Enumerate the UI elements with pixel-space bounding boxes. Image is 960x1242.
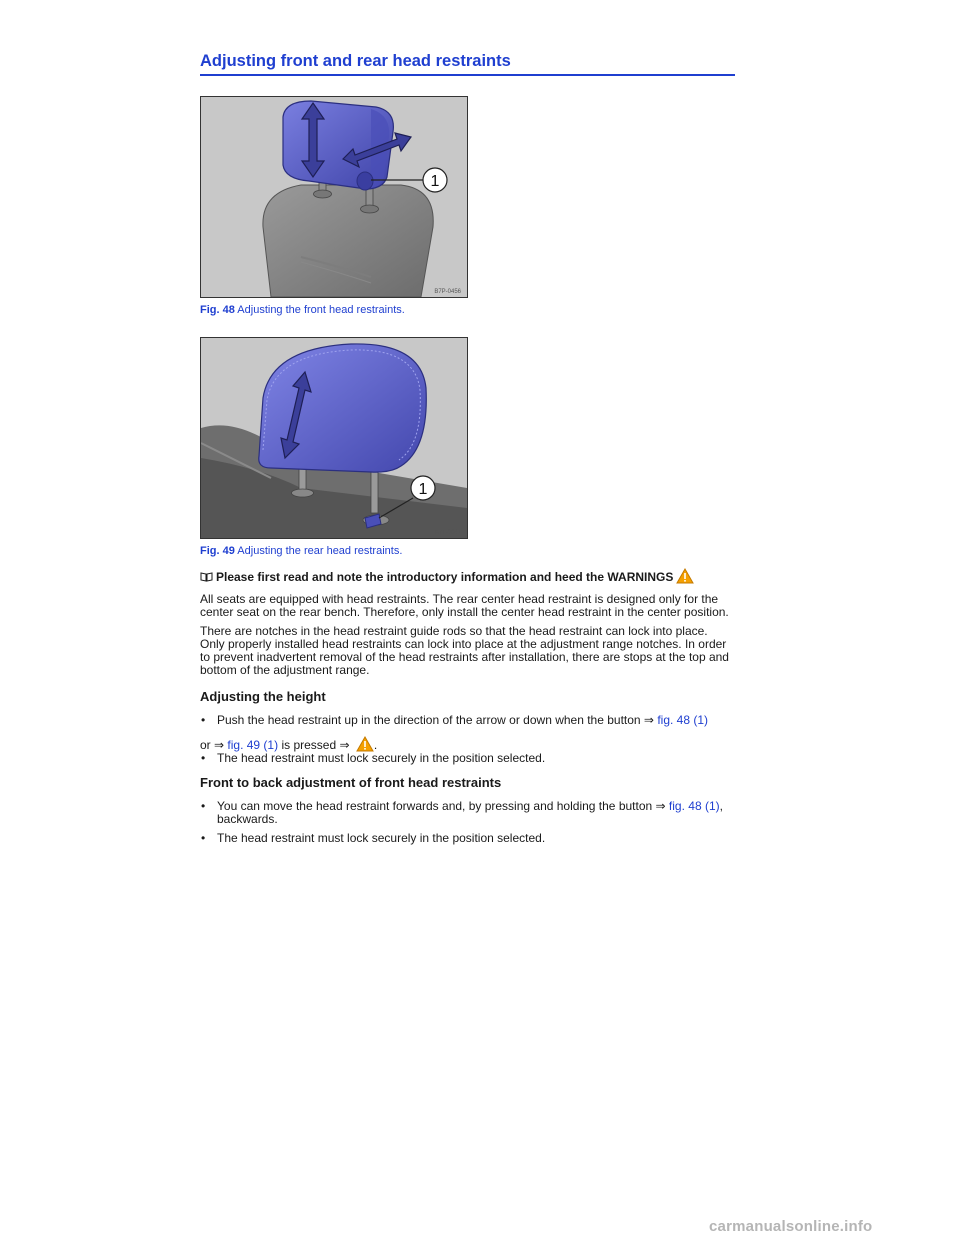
figure-caption-text: Adjusting the front head restraints. [237,304,405,316]
list-item: • The head restraint must lock securely in the position selected. [200,832,735,845]
figure-link[interactable]: fig. 49 (1) [227,738,279,752]
callout-number: 1 [418,481,428,498]
section-heading: Adjusting the height [200,689,326,704]
rear-head-restraint-illustration [201,338,467,538]
warning-icon[interactable] [676,568,694,584]
warning-icon[interactable] [356,736,374,752]
page-title: Adjusting front and rear head restraints [200,52,735,76]
continuation-line: or ⇒ fig. 49 (1) is pressed ⇒ . [200,738,378,752]
figure-label: Fig. 49 [200,545,235,557]
figure-link[interactable]: fig. 48 (1) [657,713,709,727]
paragraph: There are notches in the head restraint guide rods so that the head restraint can lock into place. Only properly installed head restraints can lock into place at the adjustment range notches. In order to prevent inadvertent removal of the head restraints after installation, there are stops at the top and bottom of the adjustment range. [200,624,729,677]
list-item: • You can move the head restraint forwards and, by pressing and holding the button ⇒ fig. 48 (1), backwards. [200,800,735,826]
book-icon [200,572,213,582]
figure-caption-text: Adjusting the rear head restraints. [237,545,403,557]
section-heading: Front to back adjustment of front head restraints [200,775,502,790]
list-item: • Push the head restraint up in the direction of the arrow or down when the button ⇒ fig. 48 (1) [200,714,735,727]
list-item: • The head restraint must lock securely in the position selected. [200,752,735,765]
watermark: carmanualsonline.info [709,1218,873,1235]
figure-caption [200,545,402,557]
callout-number: 1 [430,173,440,190]
figure-code: B7P-0456 [434,289,461,295]
figure-rear-head-restraint [200,337,468,539]
front-head-restraint-illustration [201,97,467,297]
figure-caption [200,304,405,316]
figure-label: Fig. 48 [200,304,235,316]
intro-text: Please first read and note the introductory information and heed the WARNINGS [216,570,674,584]
intro-note [200,568,740,584]
figure-front-head-restraint [200,96,468,298]
paragraph: All seats are equipped with head restraints. The rear center head restraint is designed only for the center seat on the rear bench. Therefore, only install the center head restraint in the center position. [200,592,729,619]
figure-code: B7T-0041 [434,530,461,536]
figure-link[interactable]: fig. 48 (1) [668,799,720,813]
